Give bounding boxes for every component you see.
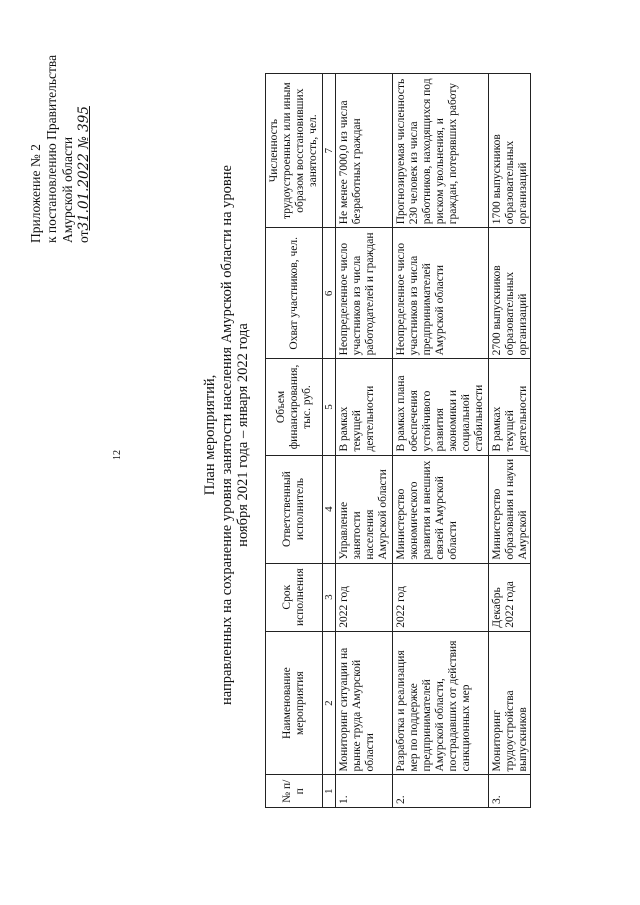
header-cell: Срок исполнения xyxy=(266,563,323,631)
executor: Министерство образования и науки Амурской xyxy=(489,455,531,563)
column-number: 5 xyxy=(323,359,336,455)
deadline: 2022 год xyxy=(393,563,489,631)
coverage: Неопределенное число участников из числа предпринимателей Амурской области xyxy=(393,228,489,359)
column-number: 3 xyxy=(323,563,336,631)
row-number: 3. xyxy=(489,775,531,808)
measures-table xyxy=(265,73,531,808)
funding: В рамках текущей деятельности xyxy=(336,359,393,455)
appendix-line: Приложение № 2 xyxy=(28,144,43,243)
appendix-line: к постановлению Правительства xyxy=(44,54,59,243)
header-row xyxy=(266,74,323,808)
header-cell: Наименование мероприятия xyxy=(266,631,323,775)
header-cell: № п/п xyxy=(266,775,323,808)
executor: Министерство экономического развития и внешних связей Амурской области xyxy=(393,455,489,563)
measure-name: Мониторинг трудоустройства выпускников xyxy=(489,631,531,775)
title-line: ноября 2021 года – января 2022 года xyxy=(235,323,251,547)
column-number: 7 xyxy=(323,74,336,228)
employed-count: Прогнозируемая численность 230 человек из числа работников, находящихся под риском увольнения, и граждан, потерявших работу xyxy=(393,74,489,228)
date-prefix: от xyxy=(76,230,91,243)
title-line: направленных на сохранение уровня занятости населения Амурской области на уровне xyxy=(218,165,235,705)
employed-count: 1700 выпускников образовательных организаций xyxy=(489,74,531,228)
row-number: 2. xyxy=(393,775,489,808)
header-cell: Численность трудоустроенных или иным образом восстановивших занятость, чел. xyxy=(266,74,323,228)
appendix-block xyxy=(28,55,92,243)
column-number-row xyxy=(323,74,336,808)
column-number: 2 xyxy=(323,631,336,775)
measure-name: Разработка и реализация мер по поддержке предпринимателей Амурской области, пострадавших от действия санкционных мер xyxy=(393,631,489,775)
appendix-line: Амурской области xyxy=(60,136,75,243)
funding: В рамках плана обеспечения устойчивого развития экономики и социальной стабильности xyxy=(393,359,489,455)
page-number: 12 xyxy=(112,450,123,460)
measure-name: Мониторинг ситуации на рынке труда Амурской области xyxy=(336,631,393,775)
executor: Управление занятости населения Амурской области xyxy=(336,455,393,563)
column-number: 1 xyxy=(323,775,336,808)
row-number: 1. xyxy=(336,775,393,808)
table-row xyxy=(336,74,393,808)
table-row xyxy=(393,74,489,808)
header-cell: Объем финансирования, тыс. руб. xyxy=(266,359,323,455)
deadline: Декабрь 2022 года xyxy=(489,563,531,631)
coverage: 2700 выпускников образовательных организаций xyxy=(489,228,531,359)
column-number: 6 xyxy=(323,228,336,359)
column-number: 4 xyxy=(323,455,336,563)
handwritten-date: 31.01.2022 № 395 xyxy=(76,106,92,231)
header-cell: Охват участников, чел. xyxy=(266,228,323,359)
deadline: 2022 год xyxy=(336,563,393,631)
funding: В рамках текущей деятельности xyxy=(489,359,531,455)
employed-count: Не менее 7000,0 из числа безработных граждан xyxy=(336,74,393,228)
coverage: Неопределенное число участников из числа работодателей и граждан xyxy=(336,228,393,359)
document-title xyxy=(202,75,252,795)
table-row xyxy=(489,74,531,808)
appendix-date xyxy=(76,55,92,243)
title-line: План мероприятий, xyxy=(202,374,218,496)
header-cell: Ответственный исполнитель xyxy=(266,455,323,563)
